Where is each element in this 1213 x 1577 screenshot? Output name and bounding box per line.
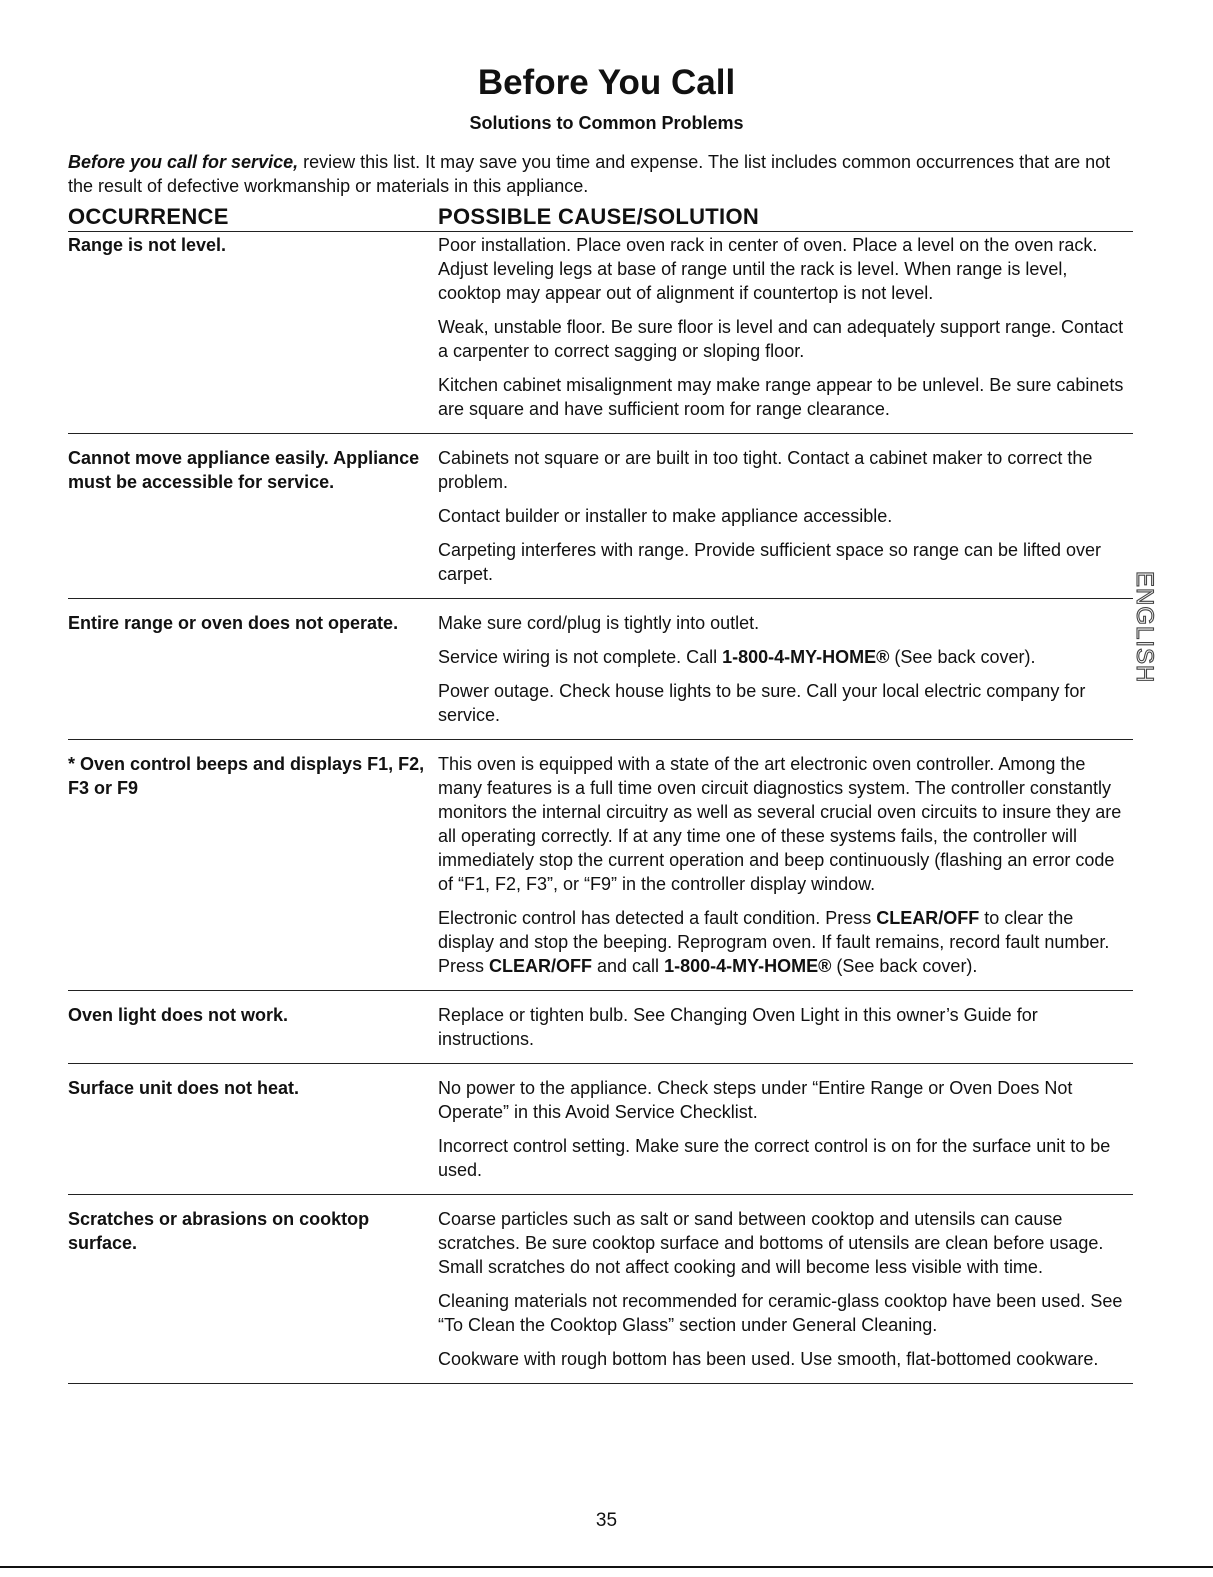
column-header-solution: POSSIBLE CAUSE/SOLUTION (438, 204, 760, 229)
solution-text: Power outage. Check house lights to be sure. Call your local electric company for service. (438, 681, 1086, 725)
solution-text: Cookware with rough bottom has been used. Use smooth, flat-bottomed cookware. (438, 1349, 1099, 1369)
table-row (68, 434, 1133, 599)
page-subtitle: Solutions to Common Problems (469, 113, 744, 133)
solution-text: Electronic control has detected a fault condition. Press (438, 908, 877, 928)
solution-text: Weak, unstable floor. Be sure floor is level and can adequately support range. Contact a carpenter to correct sagging or sloping floor. (438, 317, 1124, 361)
solution-cell (438, 446, 1133, 586)
solution-paragraph (438, 1347, 1133, 1371)
solution-paragraph (438, 538, 1133, 586)
table-row (68, 740, 1133, 991)
table-row (68, 599, 1133, 740)
page-title: Before You Call (477, 63, 736, 102)
solution-text: Contact builder or installer to make appliance accessible. (438, 506, 893, 526)
table-row (68, 1195, 1133, 1384)
troubleshooting-table (68, 233, 1133, 1384)
solution-paragraph (438, 611, 1133, 635)
intro-lead: Before you call for service, (68, 152, 299, 172)
solution-paragraph (438, 504, 1133, 528)
solution-text: (See back cover). (831, 956, 978, 976)
column-header-occurrence: OCCURRENCE (68, 204, 229, 229)
solution-cell (438, 1076, 1133, 1182)
solution-paragraph (438, 1134, 1133, 1182)
solution-text: This oven is equipped with a state of the art electronic oven controller. Among the many features is a full time oven circuit diagnostics system. The controller constantly monitors the internal circuitry as well as several crucial oven circuits to insure they are all operating correctly. If at any time one of these systems fails, the controller will immediately stop the current operation and beep continuously (flashing an error code of “F1, F2, F3”, or “F9” in the controller display window. (438, 754, 1122, 894)
intro-body: review this list. It may save you time and expense. The list includes common occurrences that are not the result of defective workmanship or materials in this appliance. (68, 152, 1111, 196)
solution-emphasis: CLEAR/OFF (489, 956, 593, 976)
table-row (68, 233, 1133, 434)
solution-text: Service wiring is not complete. Call (438, 647, 723, 667)
solution-text: Make sure cord/plug is tightly into outlet. (438, 613, 760, 633)
solution-paragraph (438, 679, 1133, 727)
solution-paragraph (438, 233, 1133, 305)
solution-text: Replace or tighten bulb. See Changing Oven Light in this owner’s Guide for instructions. (438, 1005, 1038, 1049)
page-bottom-border (0, 1566, 1213, 1568)
solution-text: Cleaning materials not recommended for ceramic-glass cooktop have been used. See “To Clean the Cooktop Glass” section under General Cleaning. (438, 1291, 1123, 1335)
solution-text: (See back cover). (889, 647, 1036, 667)
solution-cell (438, 1207, 1133, 1371)
occurrence-cell: Cannot move appliance easily. Appliance must be accessible for service. (68, 448, 420, 492)
header-divider (68, 231, 1133, 232)
solution-cell (438, 1003, 1133, 1051)
solution-cell (438, 611, 1133, 727)
solution-cell (438, 233, 1133, 421)
solution-paragraph (438, 315, 1133, 363)
solution-text: and call (592, 956, 665, 976)
solution-text: Kitchen cabinet misalignment may make range appear to be unlevel. Be sure cabinets are square and have sufficient room for range clearance. (438, 375, 1124, 419)
solution-text: Incorrect control setting. Make sure the correct control is on for the surface unit to be used. (438, 1136, 1111, 1180)
solution-paragraph (438, 906, 1133, 978)
solution-paragraph (438, 1207, 1133, 1279)
solution-paragraph (438, 752, 1133, 896)
solution-text: Coarse particles such as salt or sand between cooktop and utensils can cause scratches. Be sure cooktop surface and bottoms of utensils are clean before usage. Small scratches do not affect cooking and will become less visible with time. (438, 1209, 1104, 1277)
solution-paragraph (438, 645, 1133, 669)
solution-paragraph (438, 1076, 1133, 1124)
intro-paragraph (68, 150, 1138, 198)
solution-cell (438, 752, 1133, 978)
solution-text: Carpeting interferes with range. Provide sufficient space so range can be lifted over carpet. (438, 540, 1102, 584)
side-tab-english (1128, 565, 1162, 695)
side-tab-text: ENGLISH (1131, 571, 1158, 684)
solution-text: Poor installation. Place oven rack in center of oven. Place a level on the oven rack. Adjust leveling legs at base of range until the rack is level. When range is level, cooktop may appear out of alignment if countertop is not level. (438, 235, 1098, 303)
occurrence-cell: Scratches or abrasions on cooktop surface. (68, 1209, 370, 1253)
occurrence-cell: Range is not level. (68, 235, 227, 255)
solution-paragraph (438, 1003, 1133, 1051)
solution-paragraph (438, 373, 1133, 421)
side-tab-label (1128, 565, 1162, 695)
occurrence-cell: Oven light does not work. (68, 1005, 289, 1025)
occurrence-cell: Entire range or oven does not operate. (68, 613, 399, 633)
occurrence-cell: * Oven control beeps and displays F1, F2, F3 or F9 (68, 754, 425, 798)
page-number: 35 (595, 1510, 618, 1531)
solution-text: No power to the appliance. Check steps under “Entire Range or Oven Does Not Operate” in this Avoid Service Checklist. (438, 1078, 1073, 1122)
table-row (68, 991, 1133, 1064)
solution-emphasis: CLEAR/OFF (876, 908, 980, 928)
occurrence-cell: Surface unit does not heat. (68, 1078, 300, 1098)
solution-paragraph (438, 1289, 1133, 1337)
solution-text: to clear the display and stop the beeping. Reprogram oven. If fault remains, record fault number. Press (438, 908, 1110, 976)
solution-emphasis: 1-800-4-MY-HOME® (722, 647, 890, 667)
solution-paragraph (438, 446, 1133, 494)
table-row (68, 1064, 1133, 1195)
solution-text: Cabinets not square or are built in too tight. Contact a cabinet maker to correct the problem. (438, 448, 1093, 492)
solution-emphasis: 1-800-4-MY-HOME® (664, 956, 832, 976)
